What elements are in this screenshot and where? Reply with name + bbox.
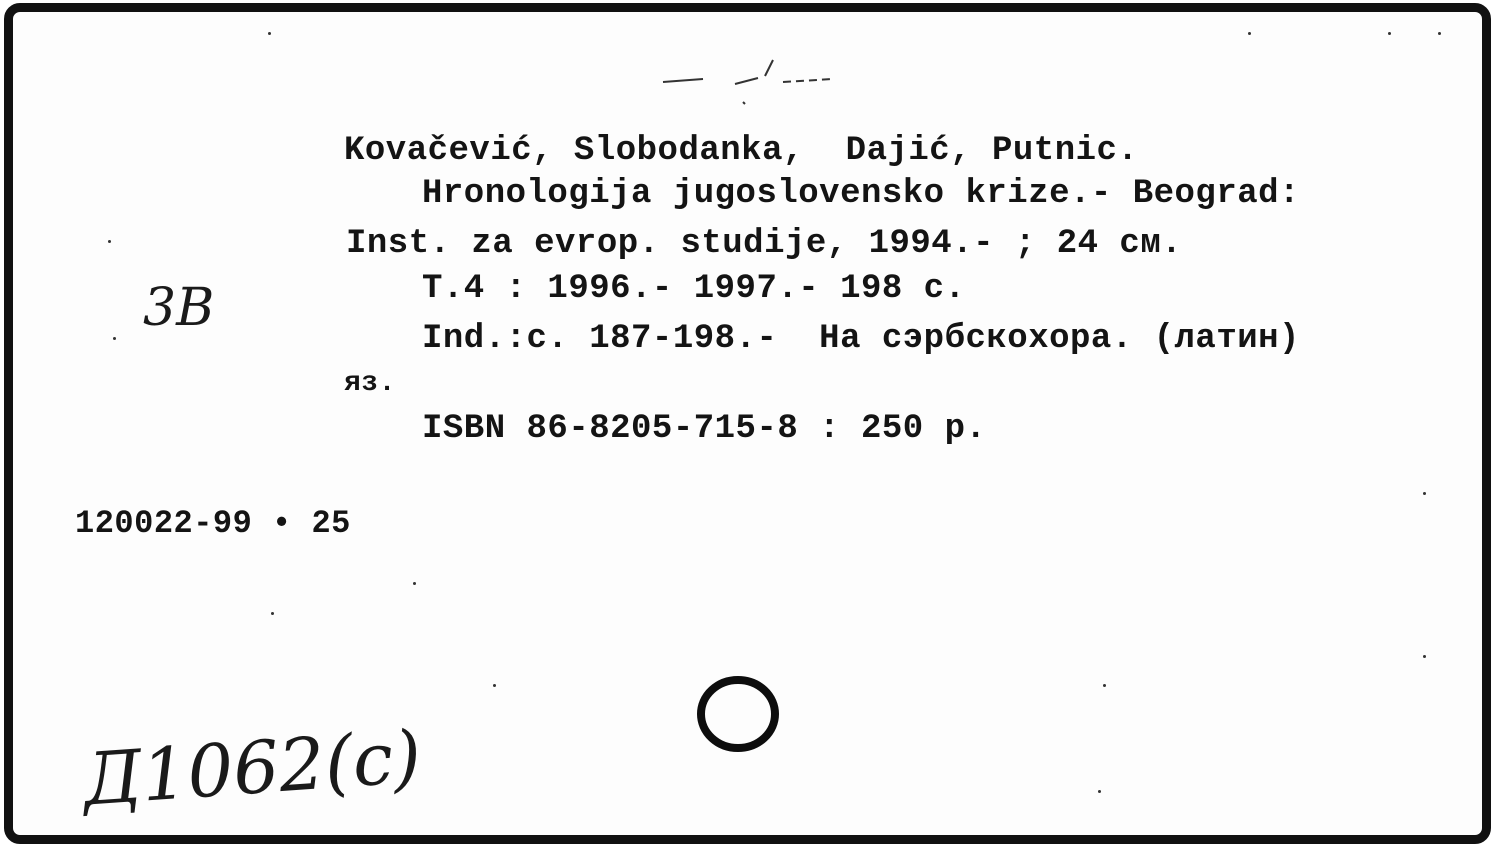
catalog-card bbox=[4, 3, 1491, 844]
imprint-line: Inst. za evrop. studije, 1994.- ; 24 см. bbox=[346, 225, 1183, 263]
title-line: Hronologija jugoslovensko krize.- Beograd: bbox=[422, 175, 1300, 213]
punch-hole bbox=[688, 669, 788, 759]
notes-line: Ind.:c. 187-198.- На сэрбскохора. (латин) bbox=[422, 320, 1300, 358]
accession-number: 120022-99 • 25 bbox=[75, 505, 351, 542]
shelf-mark: 3В bbox=[143, 278, 215, 338]
volume-line: T.4 : 1996.- 1997.- 198 с. bbox=[422, 270, 966, 308]
author-heading: Kovačević, Slobodanka, Dajić, Putnic. bbox=[344, 132, 1139, 170]
call-number: Д1062(с) bbox=[80, 714, 424, 822]
isbn-line: ISBN 86-8205-715-8 : 250 р. bbox=[422, 410, 987, 448]
notes-line-continued: яз. bbox=[344, 368, 396, 399]
